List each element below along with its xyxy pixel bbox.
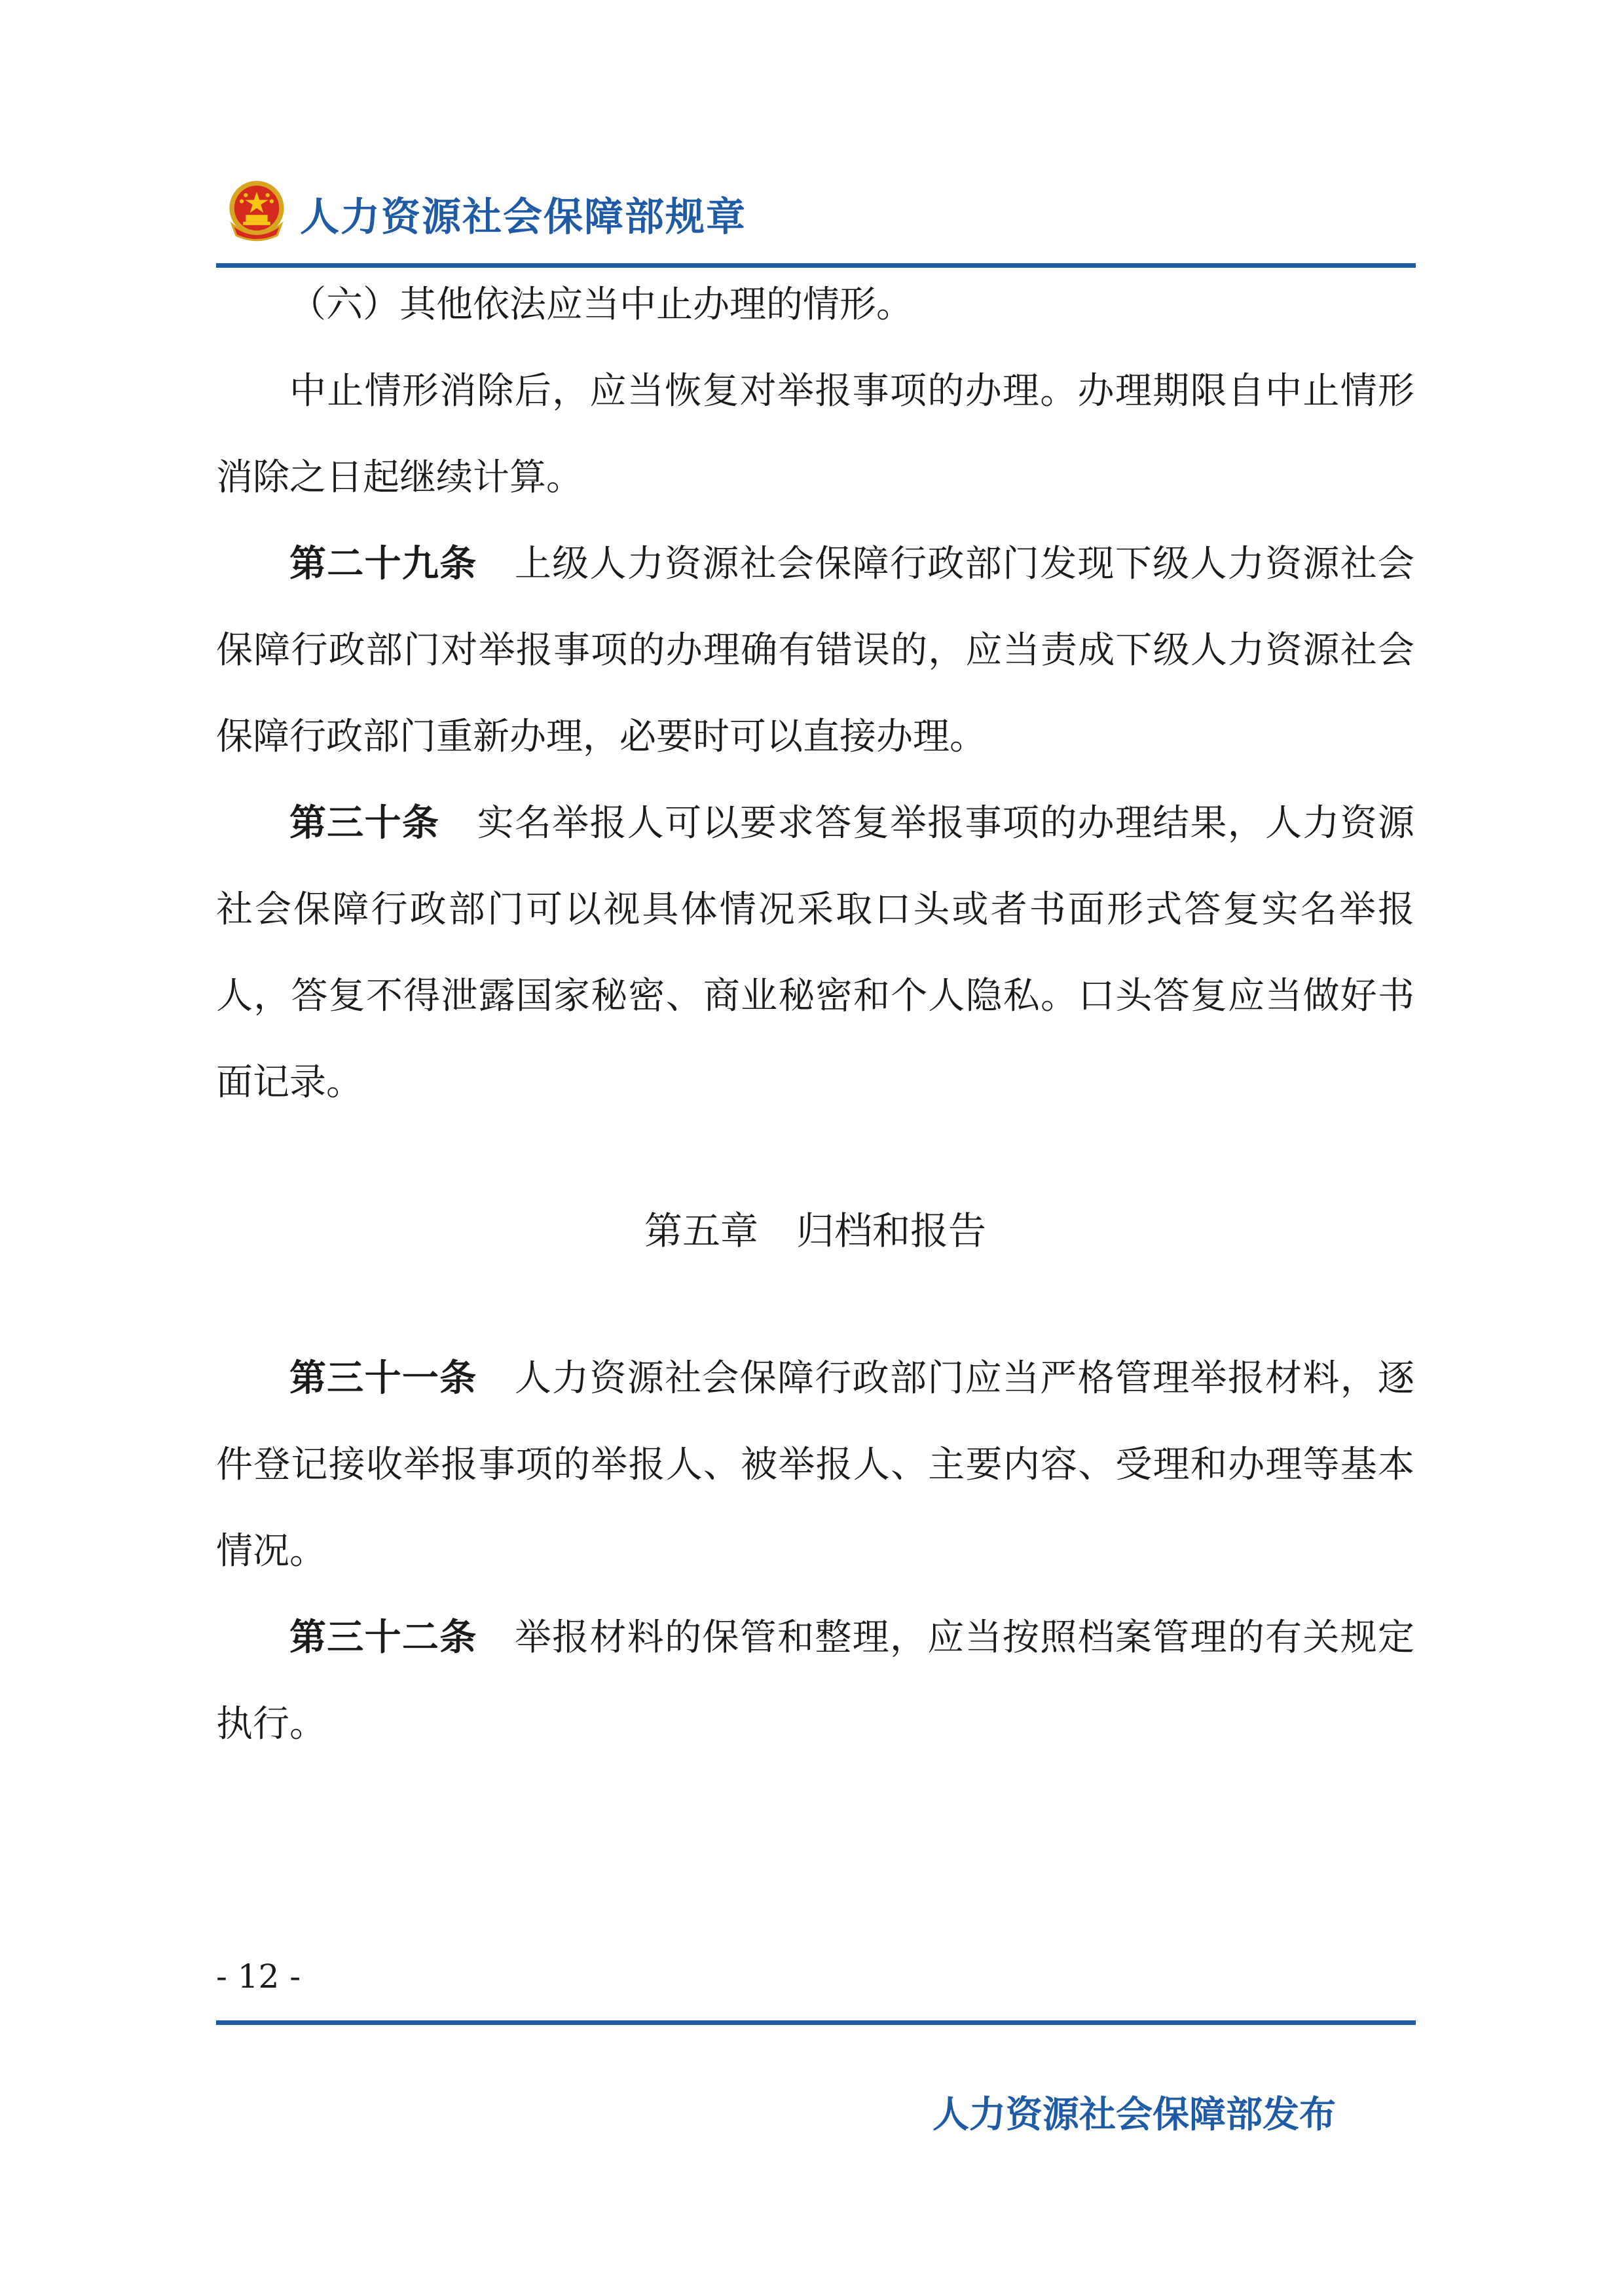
article-number: 第三十条 — [289, 802, 440, 845]
article-number: 第三十一条 — [289, 1357, 477, 1400]
article-text: 上级人力资源社会保障行政部门发现下级人力资源社会保障行政部门对举报事项的办理确有错误的，应当责成下级人力资源社会保障行政部门重新办理，必要时可以直接办理。 — [216, 543, 1415, 758]
footer-divider — [216, 2020, 1416, 2025]
national-emblem-icon — [223, 177, 291, 245]
header-title: 人力资源社会保障部规章 — [300, 194, 747, 240]
article-31 — [216, 1336, 1414, 1595]
chapter-title: 第五章 归档和报告 — [644, 1209, 986, 1253]
article-number: 第二十九条 — [289, 543, 477, 585]
article-29 — [216, 521, 1414, 780]
paragraph: 中止情形消除后，应当恢复对举报事项的办理。办理期限自中止情形消除之日起继续计算。 — [216, 370, 1414, 499]
article-text: 人力资源社会保障行政部门应当严格管理举报材料，逐件登记接收举报事项的举报人、被举报人、主要内容、受理和办理等基本情况。 — [216, 1357, 1415, 1573]
article-number: 第三十二条 — [289, 1616, 477, 1659]
paragraph: （六）其他依法应当中止办理的情形。 — [289, 283, 913, 326]
article-text: 举报材料的保管和整理，应当按照档案管理的有关规定执行。 — [216, 1616, 1415, 1745]
page-header — [223, 172, 1414, 263]
article-30 — [216, 780, 1414, 1126]
page-number: - 12 - — [216, 1958, 301, 1995]
publisher-label: 人力资源社会保障部发布 — [932, 2094, 1336, 2136]
article-32 — [216, 1595, 1414, 1768]
article-text: 实名举报人可以要求答复举报事项的办理结果，人力资源社会保障行政部门可以视具体情况采取口头或者书面形式答复实名举报人，答复不得泄露国家秘密、商业秘密和个人隐私。口头答复应当做好书面记录。 — [216, 802, 1415, 1104]
document-body — [216, 262, 1414, 1768]
